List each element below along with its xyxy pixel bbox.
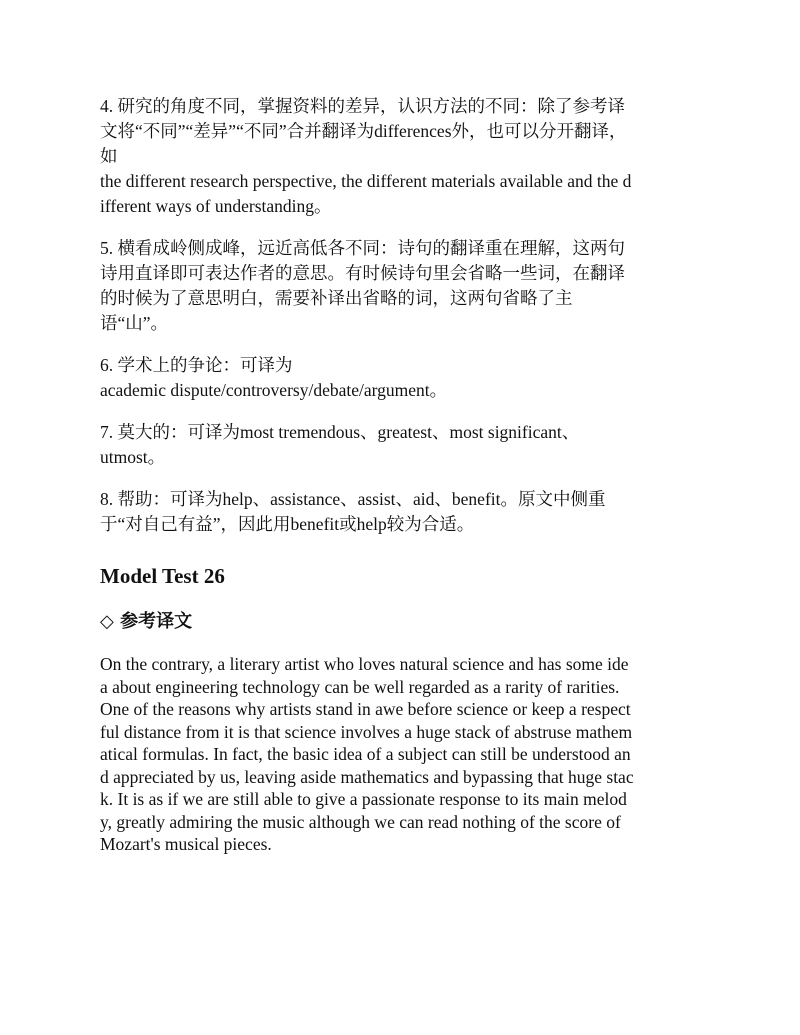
note-7 <box>100 420 696 470</box>
note-line: 7. 莫大的：可译为most tremendous、greatest、most significant、 <box>100 422 580 442</box>
note-line: 6. 学术上的争论：可译为 <box>100 355 293 375</box>
translation-line: Mozart's musical pieces. <box>100 834 272 854</box>
translation-line: a about engineering technology can be well regarded as a rarity of rarities. <box>100 676 620 697</box>
subsection-title: ◇ 参考译文 <box>100 611 193 632</box>
note-line: 语“山”。 <box>100 313 169 333</box>
translation-line: y, greatly admiring the music although we can read nothing of the score of <box>100 811 621 832</box>
note-line: academic dispute/controversy/debate/argument。 <box>100 380 448 400</box>
section-title: Model Test 26 <box>100 564 225 588</box>
translation-line: d appreciated by us, leaving aside mathematics and bypassing that huge stac <box>100 766 634 787</box>
note-line: 诗用直译即可表达作者的意思。有时候诗句里会省略一些词，在翻译 <box>100 263 625 283</box>
note-line: 的时候为了意思明白，需要补译出省略的词，这两句省略了主 <box>100 288 573 308</box>
note-8 <box>100 487 696 537</box>
document-page <box>100 94 696 856</box>
translation-line: k. It is as if we are still able to give a passionate response to its main melod <box>100 789 627 809</box>
note-6 <box>100 353 696 403</box>
note-line: 如 <box>100 146 118 166</box>
note-line: the different research perspective, the different materials available and the d <box>100 171 632 191</box>
note-line: utmost。 <box>100 447 166 467</box>
note-line: ifferent ways of understanding。 <box>100 196 332 216</box>
note-line: 8. 帮助：可译为help、assistance、assist、aid、benefit。原文中侧重 <box>100 489 606 509</box>
translation-line: On the contrary, a literary artist who loves natural science and has some ide <box>100 654 629 674</box>
translation-line: One of the reasons why artists stand in awe before science or keep a respect <box>100 699 631 719</box>
note-4 <box>100 94 696 219</box>
note-5 <box>100 236 696 336</box>
note-line: 4. 研究的角度不同，掌握资料的差异，认识方法的不同：除了参考译 <box>100 96 625 116</box>
note-line: 文将“不同”“差异”“不同”合并翻译为differences外，也可以分开翻译， <box>100 121 627 141</box>
translation-line: atical formulas. In fact, the basic idea of a subject can still be understood an <box>100 744 631 764</box>
translation-line: ful distance from it is that science involves a huge stack of abstruse mathem <box>100 721 633 742</box>
translation-paragraph <box>100 653 696 856</box>
note-line: 5. 横看成岭侧成峰，远近高低各不同：诗句的翻译重在理解，这两句 <box>100 238 625 258</box>
note-line: 于“对自己有益”，因此用benefit或help较为合适。 <box>100 514 475 534</box>
